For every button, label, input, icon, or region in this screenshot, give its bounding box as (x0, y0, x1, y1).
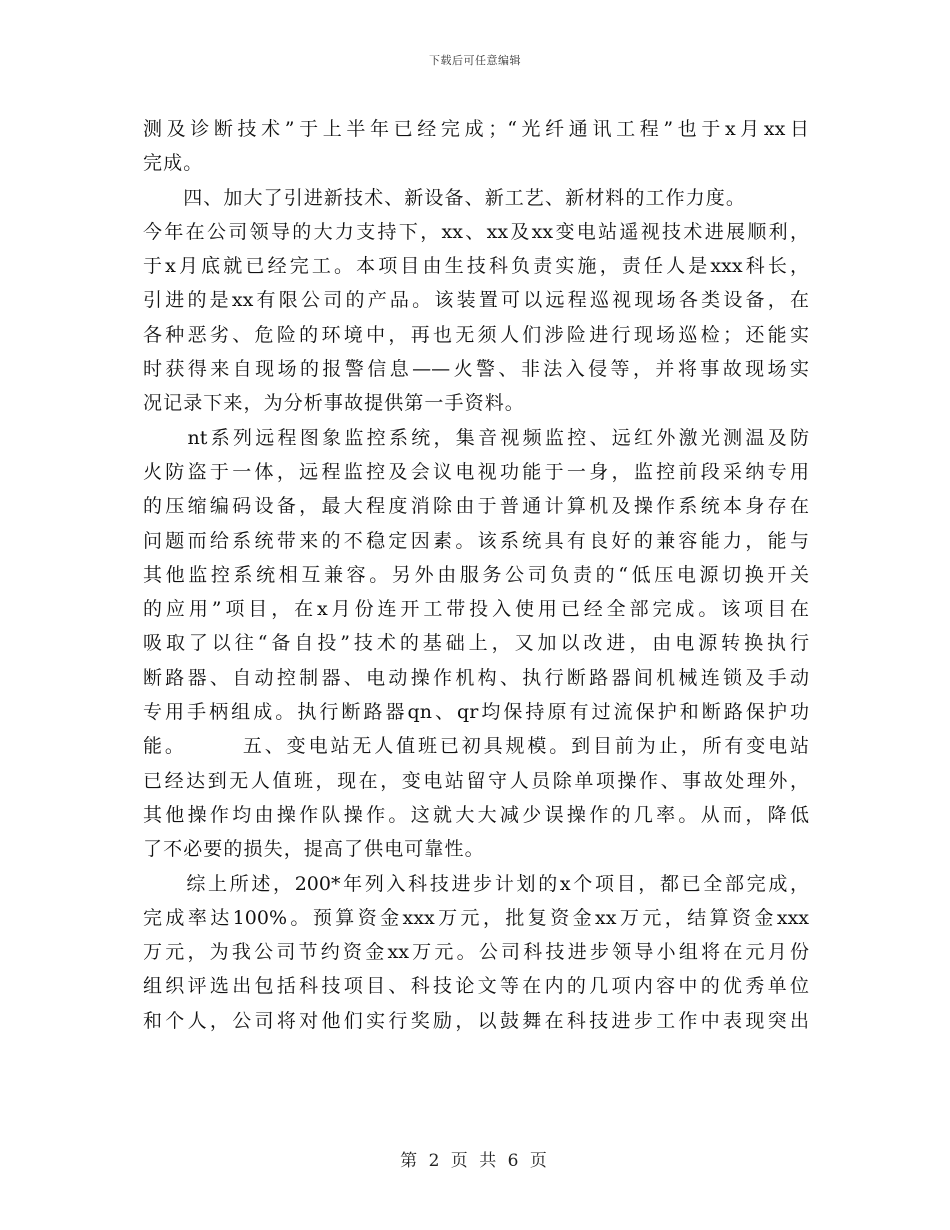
text-line: 于x月底就已经完工。本项目由生技科负责实施，责任人是xxx科长， (143, 255, 809, 278)
text-line: 四、加大了引进新技术、新设备、新工艺、新材料的工作力度。 (143, 186, 747, 209)
document-body (143, 112, 809, 1038)
text-line: 问题而给系统带来的不稳定因素。该系统具有良好的兼容能力，能与 (143, 529, 809, 552)
text-line: 其他监控系统相互兼容。另外由服务公司负责的“低压电源切换开关 (143, 563, 809, 586)
text-line: 已经达到无人值班，现在，变电站留守人员除单项操作、事故处理外， (143, 769, 809, 792)
text-line: 断路器、自动控制器、电动操作机构、执行断路器间机械连锁及手动 (143, 666, 809, 689)
text-line: 况记录下来，为分析事故提供第一手资料。 (143, 392, 525, 415)
text-line: 其他操作均由操作队操作。这就大大减少误操作的几率。从而，降低 (143, 803, 809, 826)
text-line: nt系列远程图象监控系统，集音视频监控、远红外激光测温及防 (143, 426, 809, 449)
text-line: 各种恶劣、危险的环境中，再也无须人们涉险进行现场巡检；还能实 (143, 323, 809, 346)
text-line: 时获得来自现场的报警信息——火警、非法入侵等，并将事故现场实 (143, 358, 809, 381)
text-line: 的压缩编码设备，最大程度消除由于普通计算机及操作系统本身存在 (143, 495, 809, 518)
text-line: 专用手柄组成。执行断路器qn、qr均保持原有过流保护和断路保护功 (143, 701, 809, 724)
text-line: 了不必要的损失，提高了供电可靠性。 (143, 838, 485, 861)
text-line: 组织评选出包括科技项目、科技论文等在内的几项内容中的优秀单位 (143, 975, 809, 998)
text-line: 能。 五、变电站无人值班已初具规模。到目前为止，所有变电站 (143, 735, 809, 758)
text-line: 引进的是xx有限公司的产品。该装置可以远程巡视现场各类设备，在 (143, 289, 809, 312)
text-line: 今年在公司领导的大力支持下，xx、xx及xx变电站遥视技术进展顺利， (143, 220, 809, 243)
page-number: 第 2 页 共 6 页 (400, 1151, 550, 1171)
text-line: 吸取了以往“备自投”技术的基础上，又加以改进，由电源转换执行 (143, 632, 809, 655)
text-line: 完成。 (143, 152, 204, 175)
text-line: 和个人，公司将对他们实行奖励，以鼓舞在科技进步工作中表现突出 (143, 1009, 809, 1032)
text-line: 万元，为我公司节约资金xx万元。公司科技进步领导小组将在元月份 (143, 941, 809, 964)
text-line: 火防盗于一体，远程监控及会议电视功能于一身，监控前段采纳专用 (143, 460, 809, 483)
text-line: 测及诊断技术”于上半年已经完成；“光纤通讯工程”也于x月xx日 (143, 118, 809, 140)
text-line: 的应用”项目，在x月份连开工带投入使用已经全部完成。该项目在 (143, 598, 809, 621)
text-line: 综上所述，200*年列入科技进步计划的x个项目，都已全部完成， (143, 872, 809, 895)
text-line: 完成率达100%。预算资金xxx万元，批复资金xx万元，结算资金xxx (143, 906, 809, 929)
page-header: 下载后可任意编辑 (429, 54, 521, 67)
